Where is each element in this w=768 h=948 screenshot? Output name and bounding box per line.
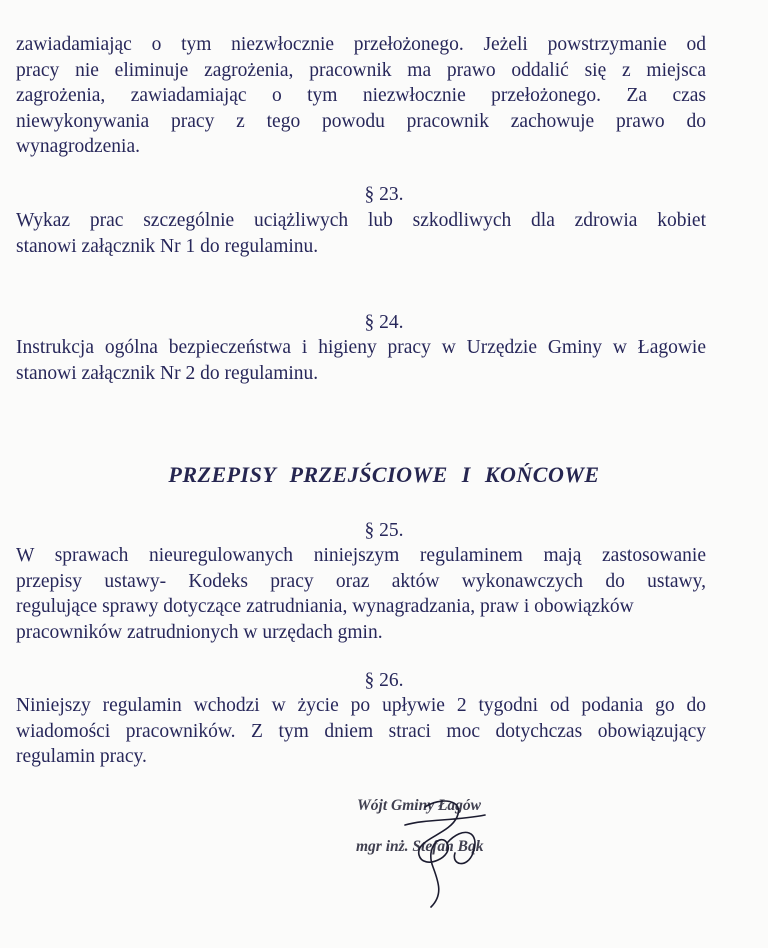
signature-stroke bbox=[405, 801, 485, 907]
text-line: przepisy ustawy- Kodeks pracy oraz aktów wykonawczych do ustawy, bbox=[16, 570, 706, 592]
text-line: Instrukcja ogólna bezpieczeństwa i higieny pracy w Urzędzie Gminy w Łagowie bbox=[16, 337, 706, 358]
section-heading: PRZEPISY PRZEJŚCIOWE I KOŃCOWE bbox=[168, 462, 600, 487]
text-line: Niniejszy regulamin wchodzi w życie po upływie 2 tygodni od podania go do bbox=[16, 695, 706, 716]
text-line: stanowi załącznik Nr 1 do regulaminu. bbox=[16, 235, 319, 257]
text-line: W sprawach nieuregulowanych niniejszym regulaminem mają zastosowanie bbox=[16, 545, 706, 566]
stamp-name: mgr inż. Stefan Bąk bbox=[356, 838, 484, 855]
text-line: regulamin pracy. bbox=[16, 746, 147, 767]
section-26-text bbox=[16, 693, 706, 770]
section-23-mark: § 23. bbox=[364, 184, 404, 205]
text-line: wynagrodzenia. bbox=[16, 136, 140, 157]
text-line: zagrożenia, zawiadamiając o tym niezwłocznie przełożonego. Za czas bbox=[16, 85, 706, 106]
section-24-mark: § 24. bbox=[364, 312, 404, 333]
text-line: pracy nie eliminuje zagrożenia, pracownik ma prawo oddalić się z miejsca bbox=[16, 59, 706, 81]
section-25-text bbox=[16, 543, 706, 645]
signature-icon bbox=[385, 795, 505, 915]
section-24-text bbox=[16, 335, 706, 386]
text-line: regulujące sprawy dotyczące zatrudniania, wynagradzania, praw i obowiązków bbox=[16, 596, 634, 617]
section-26-mark: § 26. bbox=[364, 670, 404, 691]
section-25-mark: § 25. bbox=[364, 520, 404, 541]
text-line: niewykonywania pracy z tego powodu pracownik zachowuje prawo do bbox=[16, 110, 706, 132]
section-23-text bbox=[16, 208, 706, 259]
stamp-title: Wójt Gminy Łagów bbox=[357, 797, 482, 814]
text-line: wiadomości pracowników. Z tym dniem straci moc dotychczas obowiązujący bbox=[16, 720, 706, 742]
paragraph-continuation bbox=[16, 32, 706, 160]
text-line: stanowi załącznik Nr 2 do regulaminu. bbox=[16, 362, 319, 384]
text-line: pracowników zatrudnionych w urzędach gmin. bbox=[16, 621, 383, 643]
text-line: Wykaz prac szczególnie uciążliwych lub szkodliwych dla zdrowia kobiet bbox=[16, 210, 706, 231]
text-line: zawiadamiając o tym niezwłocznie przełożonego. Jeżeli powstrzymanie od bbox=[16, 34, 706, 55]
